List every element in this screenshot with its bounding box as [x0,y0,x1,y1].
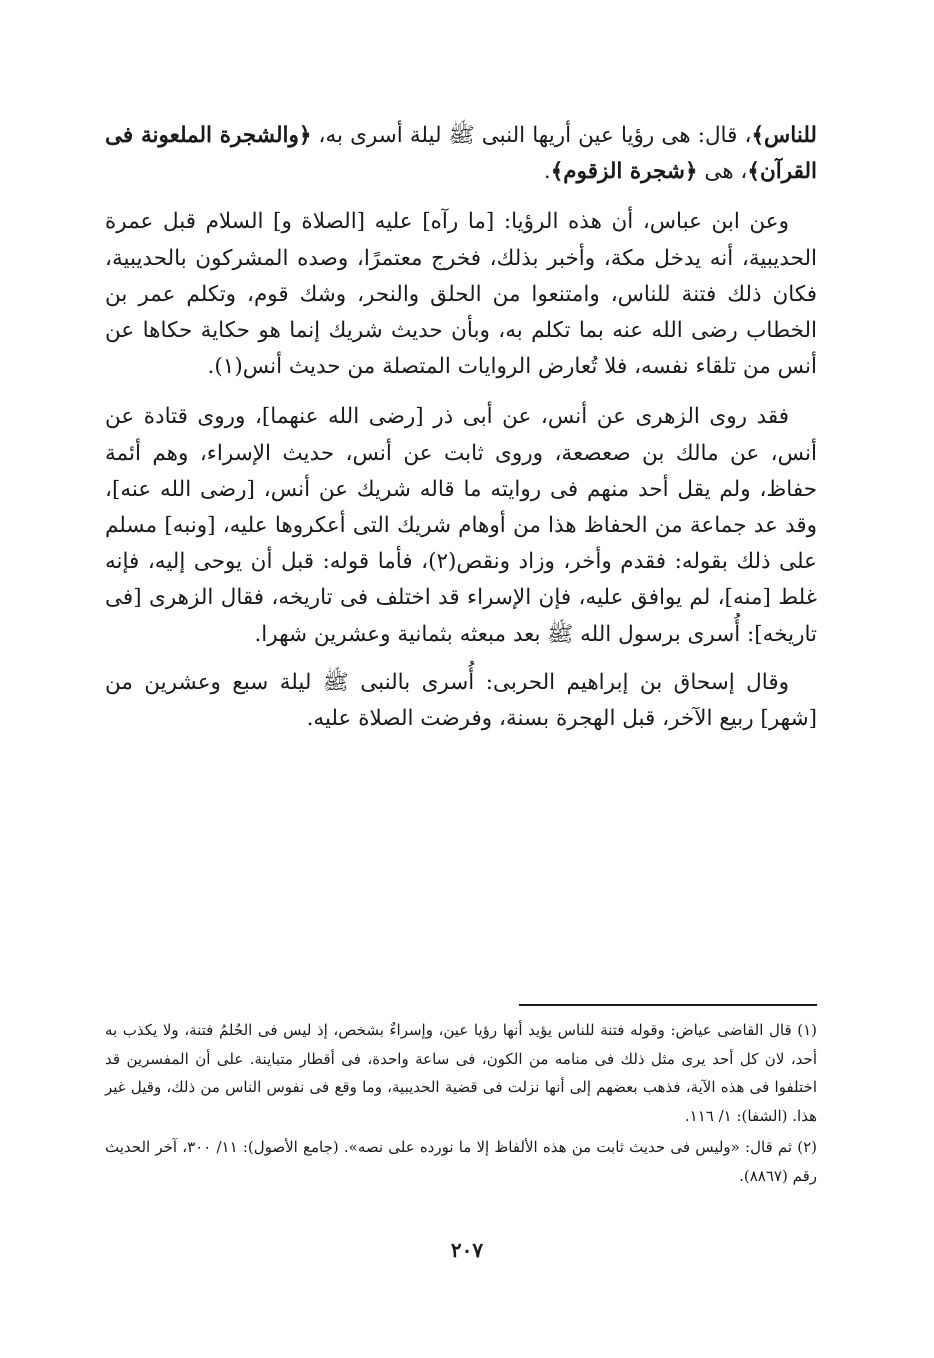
footnote-2: (٢) ثم قال: «وليس فى حديث ثابت من هذه الألفاظ إلا ما نورده على نصه». (جامع الأصول): ١١/ ٣٠٠، آخر الحديث رقم (٨٨٦٧). [105,1138,817,1185]
paragraph-1-end: . [543,159,551,185]
paragraph-3: فقد روى الزهرى عن أنس، عن أبى ذر [رضى الله عنهما]، وروى قتادة عن أنس، عن مالك بن صعصعة، وروى ثابت عن أنس، حديث الإسراء، وهم أئمة حفاظ، ولم يقل أحد منهم فى روايته ما قاله شريك عن أنس، [رضى الله عنه]، وقد عد جماعة من الحفاظ هذا من أوهام شريك التى أعكروها عليه، [ونبه] مسلم على ذلك بقوله: فقدم وأخر، وزاد ونقص(٢)، فأما قوله: قبل أن يوحى إليه، فإنه غلط [منه]، لم يوافق عليه، فإن الإسراء قد اختلف فى تاريخه، فقال الزهرى [فى تاريخه]: أُسرى برسول الله ﷺ بعد مبعثه بثمانية وعشرين شهرا. [105,404,817,647]
paragraph-1-text: ، قال: هى رؤيا عين أريها النبى ﷺ ليلة أسرى به، [311,123,752,148]
quran-quote-tree: ﴿والشجرة الملعونة فى القرآن﴾ [105,123,817,185]
main-text [105,118,817,737]
footnote-divider [519,1004,817,1006]
paragraph-1-text-2: ، هى [697,159,748,185]
paragraph-1 [105,118,817,190]
quran-quote-end: للناس﴾ [751,123,817,148]
page-number: ٢٠٧ [450,1238,484,1262]
footnotes [105,1016,817,1193]
paragraph-2: وعن ابن عباس، أن هذه الرؤيا: [ما رآه] عليه [الصلاة و] السلام قبل عمرة الحديبية، أنه يدخل مكة، وأخبر بذلك، فخرج معتمرًا، وصده المشركون بالحديبية، فكان ذلك فتنة للناس، وامتنعوا من الحلق والنحر، وشك قوم، وتكلم عمر بن الخطاب رضى الله عنه بما تكلم به، وبأن حديث شريك إنما هو حكاية حكاها عن أنس من تلقاء نفسه، فلا تُعارض الروايات المتصلة من حديث أنس(١). [105,209,817,380]
quran-quote-zaqqum: ﴿شجرة الزقوم﴾ [550,159,698,185]
paragraph-4: وقال إسحاق بن إبراهيم الحربى: أُسرى بالنبى ﷺ ليلة سبع وعشرين من [شهر] ربيع الآخر، قبل الهجرة بسنة، وفرضت الصلاة عليه. [105,669,817,732]
footnote-1: (١) قال القاضى عياض: وقوله فتنة للناس يؤيد أنها رؤيا عين، وإسراءٌ بشخص، إذ ليس فى الحُلمُ فتنة، ولا يكذب به أحد، لان كل أحد يرى مثل ذلك فى منامه من الكون، فى ساعة واحدة، فى أقطار متباينة. على أن المفسرين قد اختلفوا فى هذه الآية، فذهب بعضهم إلى أنها نزلت فى قضية الحديبية، وما وقع فى نفوس الناس من ذلك، وقيل غير هذا. (الشفا): ١/ ١١٦. [105,1021,817,1125]
